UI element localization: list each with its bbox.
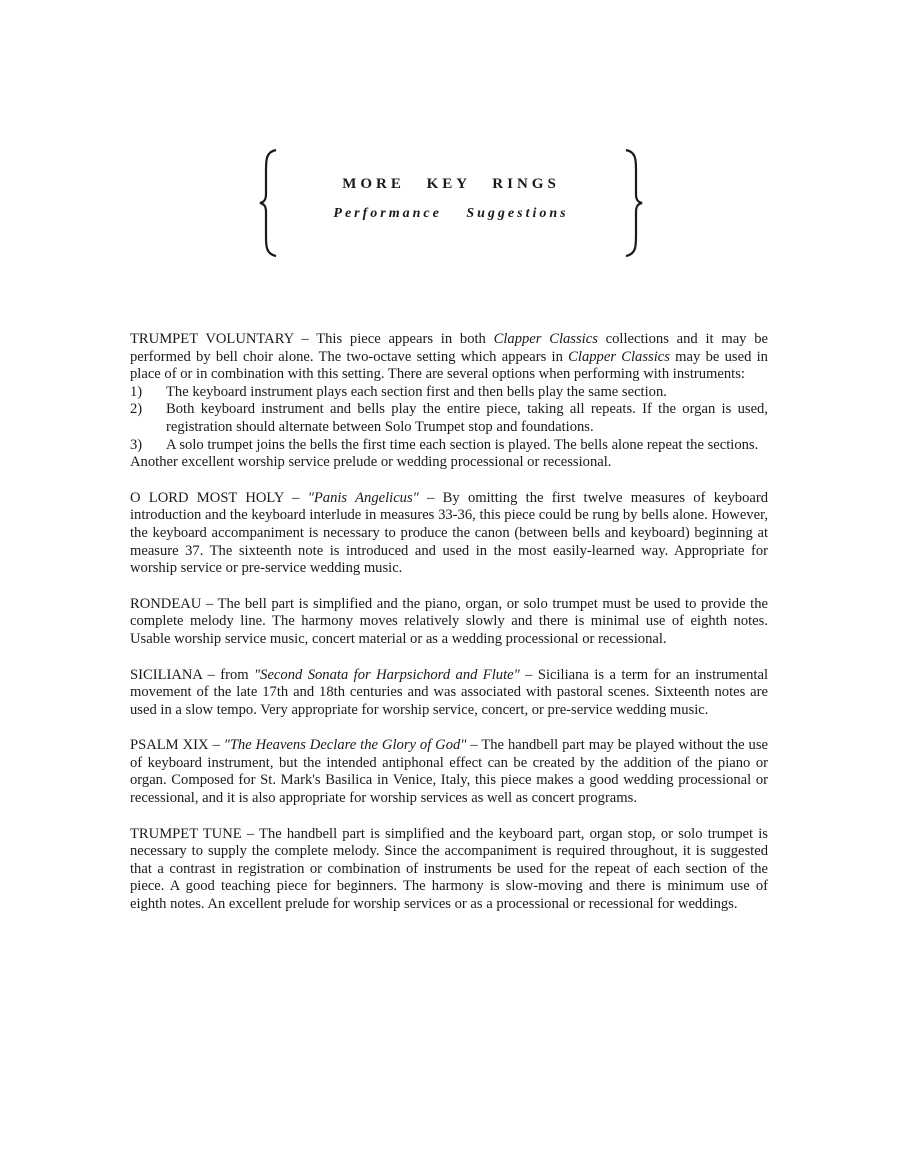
dash: – from bbox=[202, 666, 255, 683]
subtitle-italic: "Second Sonata for Harpsichord and Flute" bbox=[254, 666, 520, 683]
section-closing: Another excellent worship service prelude or wedding processional or recessional. bbox=[130, 454, 612, 471]
title-block bbox=[258, 148, 644, 258]
option-text: The keyboard instrument plays each section first and then bells play the same section. bbox=[166, 383, 667, 400]
subtitle-italic: "Panis Angelicus" bbox=[307, 489, 419, 506]
section-text: By omitting the first twelve measures of keyboard introduction and the keyboard interlude in measures 33-36, this piece could be rung by bells alone. However, the keyboard accompaniment is necessary to produce the canon (between bells and keyboard) beginning at measure 37. The sixteenth note is introduced and used in the most easily-learned way. Appropriate for worship service or pre-service wedding music. bbox=[130, 489, 769, 577]
collection-title: Clapper Classics bbox=[493, 331, 598, 347]
list-item bbox=[130, 401, 768, 436]
section-heading: TRUMPET TUNE bbox=[130, 825, 242, 842]
section-siciliana bbox=[130, 667, 768, 720]
section-trumpet-voluntary bbox=[130, 331, 768, 472]
dash: – bbox=[208, 737, 224, 754]
option-number: 1) bbox=[130, 383, 143, 400]
section-trumpet-tune bbox=[130, 826, 768, 914]
section-heading: RONDEAU bbox=[130, 595, 202, 612]
title-text bbox=[258, 176, 644, 222]
page-title: MORE KEY RINGS bbox=[342, 176, 560, 192]
list-item bbox=[130, 437, 768, 455]
section-rondeau bbox=[130, 596, 768, 649]
text-part: collections and it may be performed by bell choir alone. The two-octave setting which appears in bbox=[130, 331, 769, 365]
options-list bbox=[130, 384, 768, 454]
suggestions-content bbox=[130, 331, 768, 932]
collection-title: Clapper Classics bbox=[568, 348, 670, 365]
dash: – bbox=[519, 666, 538, 683]
section-body bbox=[130, 331, 768, 384]
section-heading: TRUMPET VOLUNTARY bbox=[130, 331, 294, 347]
dash: – bbox=[466, 737, 482, 754]
list-item bbox=[130, 384, 768, 402]
section-text: The handbell part may be played without the use of keyboard instrument, but the intended antiphonal effect can be created by the addition of the piano or organ. Composed for St. Mark's Basilica in Venice, Italy, this piece makes a good wedding processional or recessional, and it is also appropriate for worship services as well as concert programs. bbox=[130, 737, 769, 807]
dash: – bbox=[293, 331, 317, 347]
section-heading: PSALM XIX bbox=[130, 737, 209, 754]
page-subtitle: Performance Suggestions bbox=[333, 206, 569, 221]
section-heading: O LORD MOST HOLY bbox=[130, 489, 284, 506]
section-heading: SICILIANA bbox=[130, 666, 203, 683]
dash: – bbox=[418, 489, 443, 506]
dash: – bbox=[201, 595, 218, 612]
section-o-lord-most-holy bbox=[130, 490, 768, 578]
text-part: may be used in place of or in combination with this setting. There are several options when performing with instruments: bbox=[130, 348, 768, 383]
option-number: 2) bbox=[130, 401, 143, 418]
option-number: 3) bbox=[130, 436, 143, 453]
dash: – bbox=[241, 825, 260, 842]
section-psalm-xix bbox=[130, 737, 768, 807]
option-text: Both keyboard instrument and bells play the entire piece, taking all repeats. If the organ is used, registration should alternate between Solo Trumpet stop and foundations. bbox=[166, 401, 768, 435]
section-text: Siciliana is a term for an instrumental movement of the late 17th and 18th centuries and was associated with pastoral scenes. Sixteenth notes are used in a slow tempo. Very appropriate for worship service, concert, or pre-service wedding music. bbox=[130, 666, 769, 718]
dash: – bbox=[283, 489, 308, 506]
text-part: This piece appears in both bbox=[316, 331, 494, 347]
right-brace-ornament bbox=[620, 148, 644, 258]
section-text: The bell part is simplified and the piano, organ, or solo trumpet must be used to provide the complete melody line. The harmony moves relatively slowly and there is minimal use of eighth notes. Usable worship service music, concert material or as a wedding processional or recessional. bbox=[130, 595, 768, 647]
subtitle-italic: "The Heavens Declare the Glory of God" bbox=[223, 737, 467, 754]
section-text: The handbell part is simplified and the keyboard part, organ stop, or solo trumpet is necessary to supply the complete melody. Since the accompaniment is required throughout, it is suggested that a contrast in registration or combination of instruments be used for the repeat of each section of the piece. A good teaching piece for beginners. The harmony is slow-moving and there is minimum use of eighth notes. An excellent prelude for worship services or as a processional or recessional for weddings. bbox=[130, 825, 768, 913]
option-text: A solo trumpet joins the bells the first time each section is played. The bells alone repeat the sections. bbox=[166, 436, 759, 453]
